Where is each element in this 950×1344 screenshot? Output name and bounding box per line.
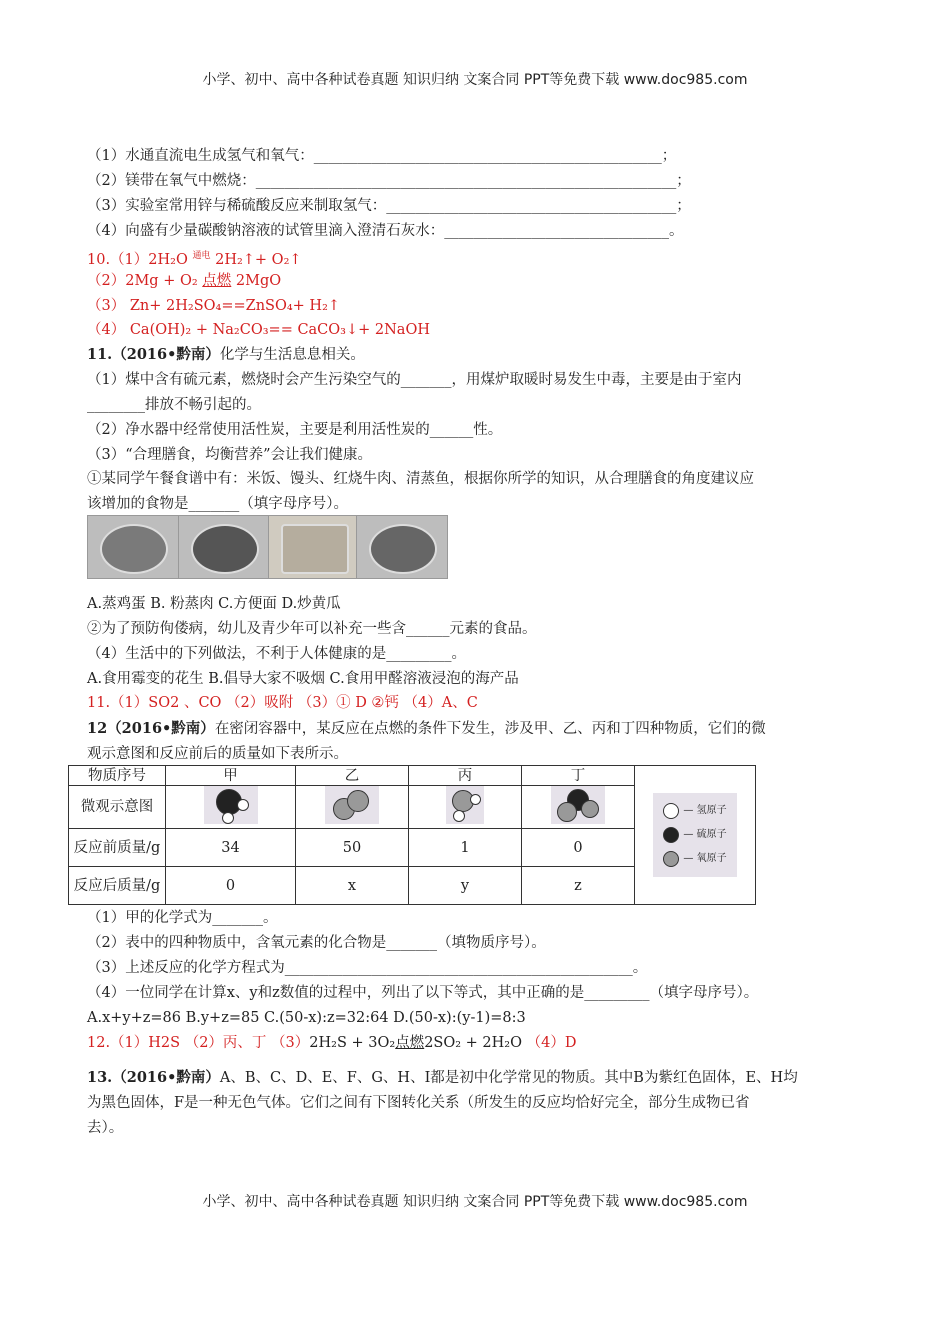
q11-text: （1）煤中含有硫元素，燃烧时会产生污染空气的_______，用煤炉取暖时易发生中毒，主要是由于室内 (87, 372, 742, 388)
q12-text: （1）甲的化学式为_______。 (87, 910, 278, 926)
q12-title: 12（2016•黔南）在密闭容器中，某反应在点燃的条件下发生，涉及甲、乙、丙和丁四种物质，它们的微 (87, 720, 766, 737)
molecule-yi-icon (325, 786, 379, 824)
header-cell: 乙 (296, 766, 409, 786)
oxygen-atom-icon (663, 851, 679, 867)
answer-10-3: （3） Zn+ 2H₂SO₄==ZnSO₄+ H₂↑ (87, 298, 341, 314)
food-image-egg (87, 515, 179, 579)
q11-options: A.蒸鸡蛋 B. 粉蒸肉 C.方便面 D.炒黄瓜 (87, 596, 341, 612)
molecule-bing-icon (446, 786, 484, 824)
legend-cell (635, 766, 756, 905)
table-cell: y (409, 867, 522, 905)
q12-text: 观示意图和反应前后的质量如下表所示。 (87, 746, 348, 762)
header-cell: 丙 (409, 766, 522, 786)
q9-item: （1）水通直流电生成氢气和氧气：________________________________________________； (87, 148, 677, 164)
answer-10-1: 10.（1）2H₂O $^{通电}$ 2H₂↑+ O₂↑ (87, 251, 302, 268)
q9-item: （3）实验室常用锌与稀硫酸反应来制取氢气：________________________________________； (87, 198, 691, 214)
table-cell: 1 (409, 829, 522, 867)
row-label: 反应前质量/g (69, 829, 166, 867)
table-cell: 0 (522, 829, 635, 867)
q11-text: ①某同学午餐食谱中有：米饭、馒头、红烧牛肉、清蒸鱼，根据你所学的知识，从合理膳食的角度建议应 (87, 471, 754, 487)
answer-12: 12.（1）H2S （2）丙、丁 （3）2H₂S + 3O₂点燃2SO₂ + 2H₂O （4）D (87, 1035, 577, 1051)
header-cell: 甲 (166, 766, 296, 786)
page-header: 小学、初中、高中各种试卷真题 知识归纳 文案合同 PPT等免费下载 www.doc985.com (202, 72, 748, 88)
q9-item: （4）向盛有少量碳酸钠溶液的试管里滴入澄清石灰水：_______________________________。 (87, 223, 684, 239)
hydrogen-atom-icon (663, 803, 679, 819)
header-cell: 丁 (522, 766, 635, 786)
page-footer: 小学、初中、高中各种试卷真题 知识归纳 文案合同 PPT等免费下载 www.doc985.com (202, 1194, 748, 1210)
row-label: 反应后质量/g (69, 867, 166, 905)
table-cell: x (296, 867, 409, 905)
q11-text: 该增加的食物是_______（填字母序号）。 (87, 496, 348, 512)
q11-text: （2）净水器中经常使用活性炭，主要是利用活性炭的______性。 (87, 422, 503, 438)
q9-item: （2）镁带在氧气中燃烧：__________________________________________________________； (87, 173, 691, 189)
sulfur-atom-icon (663, 827, 679, 843)
q13-text: 去）。 (87, 1120, 124, 1136)
q11-title: 11.（2016•黔南）化学与生活息息相关。 (87, 346, 365, 363)
answer-10-2: （2）2Mg + O₂ 点燃 2MgO (87, 273, 282, 289)
q12-options: A.x+y+z=86 B.y+z=85 C.(50-x):z=32:64 D.(50-x):(y-1)=8:3 (87, 1010, 526, 1026)
row-label: 微观示意图 (69, 786, 166, 829)
molecule-ding-icon (551, 786, 605, 824)
mass-table (68, 765, 756, 905)
answer-11: 11.（1）SO2 、CO （2）吸附 （3）① D ②钙 （4）A、C (87, 695, 478, 711)
q11-text: （3）“合理膳食，均衡营养”会让我们健康。 (87, 447, 373, 463)
q13-text: 为黑色固体，F是一种无色气体。它们之间有下图转化关系（所发生的反应均恰好完全，部分生成物已省 (87, 1095, 750, 1111)
answer-10-4: （4） Ca(OH)₂ + Na₂CO₃== CaCO₃↓+ 2NaOH (87, 322, 430, 338)
q12-text: （3）上述反应的化学方程式为________________________________________________。 (87, 960, 648, 976)
table-cell: 0 (166, 867, 296, 905)
food-image-noodles (268, 515, 360, 579)
q11-text: （4）生活中的下列做法，不利于人体健康的是_________。 (87, 646, 466, 662)
table-cell: 50 (296, 829, 409, 867)
q11-text: ②为了预防佝偻病，幼儿及青少年可以补充一些含______元素的食品。 (87, 621, 537, 637)
food-image-cucumber (356, 515, 448, 579)
table-cell: z (522, 867, 635, 905)
atom-legend: — 氢原子 — 硫原子 — 氧原子 (653, 793, 736, 877)
food-image-pork (178, 515, 270, 579)
molecule-jia-icon (204, 786, 258, 824)
q11-options: A.食用霉变的花生 B.倡导大家不吸烟 C.食用甲醛溶液浸泡的海产品 (87, 671, 519, 687)
table-cell: 34 (166, 829, 296, 867)
q12-text: （2）表中的四种物质中，含氧元素的化合物是_______（填物质序号）。 (87, 935, 546, 951)
q13-title: 13.（2016•黔南）A、B、C、D、E、F、G、H、I都是初中化学常见的物质。其中B为紫红色固体，E、H均 (87, 1069, 798, 1086)
header-cell: 物质序号 (69, 766, 166, 786)
q12-text: （4）一位同学在计算x、y和z数值的过程中，列出了以下等式，其中正确的是_________（填字母序号）。 (87, 985, 759, 1001)
q11-text: ________排放不畅引起的。 (87, 397, 261, 413)
